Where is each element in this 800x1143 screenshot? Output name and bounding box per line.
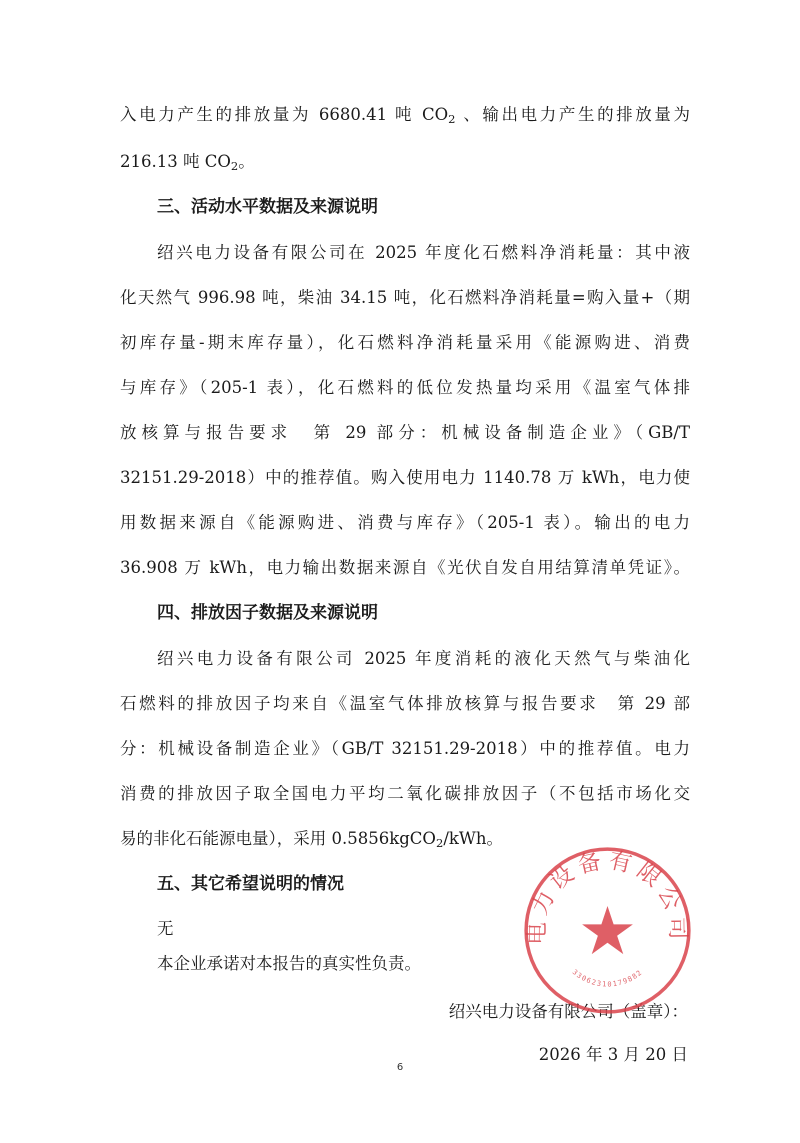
paragraph-line: 216.13 吨 $CO_2$。 xyxy=(120,152,255,173)
paragraph-line: 36.908 万 kWh，电力输出数据来源自《光伏自发自用结算清单凭证》。 xyxy=(120,558,690,577)
signature-company: 绍兴电力设备有限公司（盖章）： xyxy=(448,1002,688,1021)
company-seal xyxy=(520,843,695,1018)
signature-date: 2026 年 3 月 20 日 xyxy=(538,1045,688,1064)
none-text: 无 xyxy=(157,919,174,938)
paragraph-line: 消费的排放因子取全国电力平均二氧化碳排放因子（不包括市场化交 xyxy=(120,784,690,803)
paragraph-line: 放核算与报告要求 第 29 部分：机械设备制造企业》（GB/T xyxy=(120,423,690,442)
section-heading: 四、排放因子数据及来源说明 xyxy=(157,603,378,623)
svg-text:33062310179882: 33062310179882 xyxy=(570,968,645,989)
paragraph-line: 绍兴电力设备有限公司 2025 年度消耗的液化天然气与柴油化 xyxy=(157,649,690,668)
paragraph-line: 入电力产生的排放量为 6680.41 吨 $CO_2$ 、输出电力产生的排放量为 xyxy=(120,105,690,126)
paragraph-line: 石燃料的排放因子均来自《温室气体排放核算与报告要求 第 29 部 xyxy=(120,694,690,713)
paragraph-line: 与库存》（205-1 表），化石燃料的低位发热量均采用《温室气体排 xyxy=(120,378,690,397)
paragraph-line: 用数据来源自《能源购进、消费与库存》（205-1 表）。输出的电力 xyxy=(120,513,690,532)
page-number: 6 xyxy=(396,1062,404,1073)
paragraph-line: 32151.29-2018）中的推荐值。购入使用电力 1140.78 万 kWh，电力使 xyxy=(120,468,690,487)
section-heading: 五、其它希望说明的情况 xyxy=(157,874,344,894)
svg-text:电力设备有限公司: 电力设备有限公司 xyxy=(524,847,691,945)
paragraph-line: 易的非化石能源电量），采用 0.5856kgCO$_2$/kWh。 xyxy=(120,829,503,850)
commitment-text: 本企业承诺对本报告的真实性负责。 xyxy=(157,954,421,973)
paragraph-line: 化天然气 996.98 吨，柴油 34.15 吨，化石燃料净消耗量=购入量+（期 xyxy=(120,288,690,307)
paragraph-line: 分：机械设备制造企业》（GB/T 32151.29-2018）中的推荐值。电力 xyxy=(120,739,690,758)
paragraph-line: 绍兴电力设备有限公司在 2025 年度化石燃料净消耗量：其中液 xyxy=(157,243,690,262)
paragraph-line: 初库存量-期末库存量），化石燃料净消耗量采用《能源购进、消费 xyxy=(120,333,690,352)
section-heading: 三、活动水平数据及来源说明 xyxy=(157,197,378,217)
